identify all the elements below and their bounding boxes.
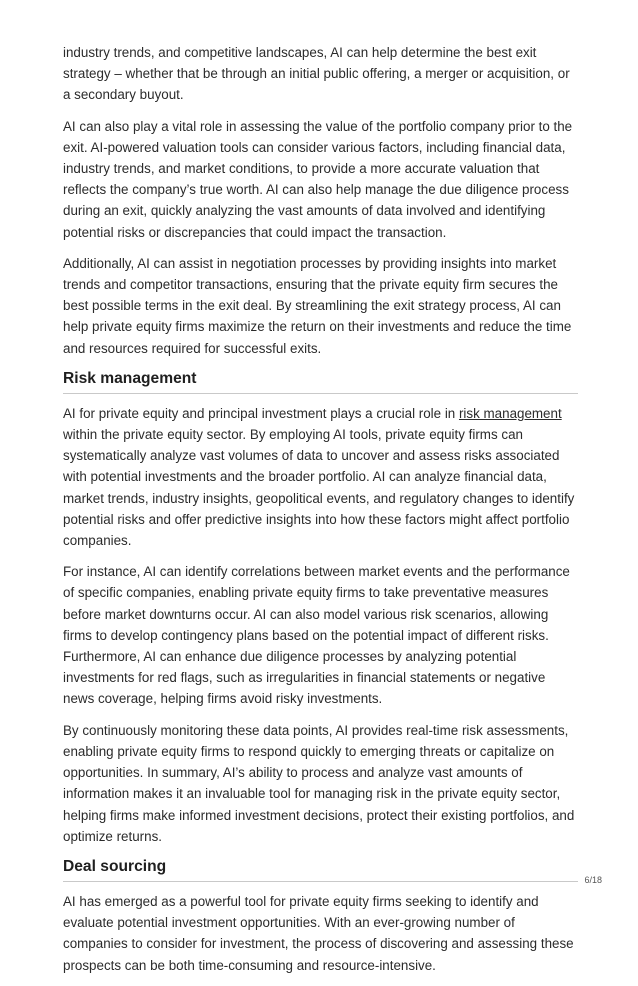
intro-paragraph-1: industry trends, and competitive landscapes, AI can help determine the best exit strategy – whether that be through an initial public offering, a merger or acquisition, or a secondary buyout.	[63, 45, 570, 103]
risk-p1-text-before: AI for private equity and principal investment plays a crucial role in	[63, 405, 459, 421]
risk-management-link[interactable]: risk management	[458, 405, 562, 421]
intro-paragraph-2: AI can also play a vital role in assessing the value of the portfolio company prior to the exit. AI-powered valuation tools can consider various factors, including financial data, industry trends, and market conditions, to provide a more accurate valuation that reflects the company’s true worth. AI can also help manage the due diligence process during an exit, quickly analyzing the vast amounts of data involved and identifying potential risks or discrepancies that could impact the transaction.	[63, 118, 573, 240]
deal-sourcing-heading: Deal sourcing	[63, 857, 578, 882]
risk-management-heading: Risk management	[63, 369, 578, 394]
intro-paragraph-3: Additionally, AI can assist in negotiation processes by providing insights into market trends and competitor transactions, ensuring that the private equity firm secures the best possible terms in the exit deal. By streamlining the exit strategy process, AI can help private equity firms maximize the return on their investments and reduce the time and resources required for successful exits.	[63, 255, 572, 356]
risk-management-paragraph-1	[63, 403, 578, 551]
risk-management-paragraph-3: By continuously monitoring these data points, AI provides real-time risk assessments, enabling private equity firms to respond quickly to emerging threats or capitalize on opportunities. In summary, AI’s ability to process and analyze vast amounts of information makes it an invaluable tool for managing risk in the private equity sector, helping firms make informed investment decisions, protect their existing portfolios, and optimize returns.	[63, 722, 575, 844]
risk-p1-text-after: within the private equity sector. By employing AI tools, private equity firms can systematically analyze vast volumes of data to uncover and assess risks associated with potential investments and the broader portfolio. AI can analyze financial data, market trends, industry insights, geopolitical events, and regulatory changes to identify potential risks and offer predictive insights into how these factors might affect portfolio companies.	[63, 427, 575, 549]
deal-sourcing-paragraph-1: AI has emerged as a powerful tool for private equity firms seeking to identify and evaluate potential investment opportunities. With an ever-growing number of companies to consider for investment, the process of discovering and assessing these prospects can be both time-consuming and resource-intensive.	[63, 893, 574, 973]
document-page	[63, 40, 578, 986]
risk-management-paragraph-2: For instance, AI can identify correlations between market events and the performance of specific companies, enabling private equity firms to take preventative measures before market downturns occur. AI can also model various risk scenarios, allowing firms to develop contingency plans based on the potential impact of different risks. Furthermore, AI can enhance due diligence processes by analyzing potential investments for red flags, such as irregularities in financial statements or negative news coverage, helping firms avoid risky investments.	[63, 564, 570, 707]
page-number: 6/18	[584, 875, 602, 885]
